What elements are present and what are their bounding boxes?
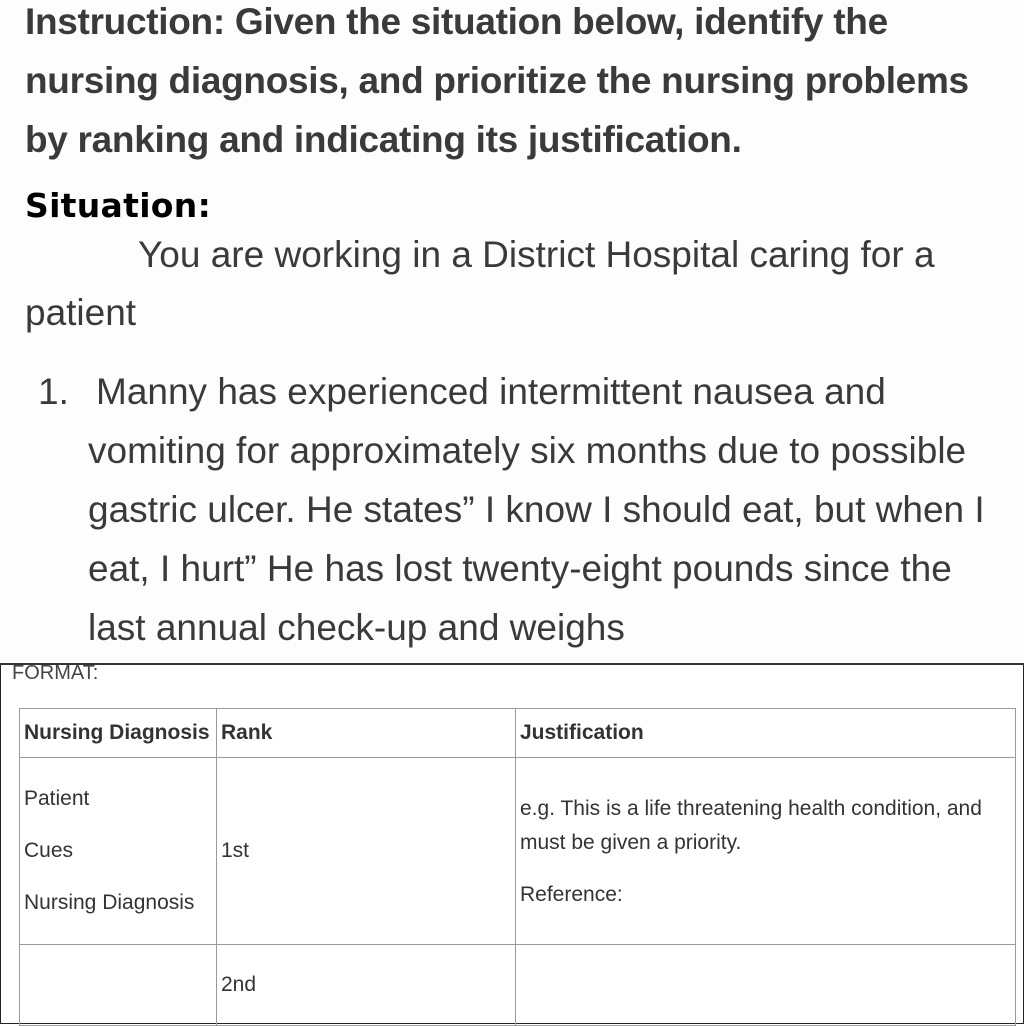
justification-cell-empty bbox=[516, 945, 1016, 1026]
rank-cell bbox=[217, 945, 516, 1026]
situation-text: You are working in a District Hospital caring for a patient bbox=[25, 234, 935, 333]
header-rank: Rank bbox=[217, 709, 516, 758]
table-row bbox=[20, 945, 1016, 1026]
situation-label: Situation: bbox=[25, 186, 212, 225]
section-divider bbox=[0, 663, 1024, 665]
list-item-text: Manny has experienced intermittent nausea and vomiting for approximately six months due to possible gastric ulcer. He states” I know I should eat, but when I eat, I hurt” He has lost twenty-eight pounds since the last annual check-up and weighs bbox=[88, 371, 985, 648]
reference-label: Reference: bbox=[520, 883, 623, 906]
header-nursing-diagnosis: Nursing Diagnosis bbox=[20, 709, 217, 758]
format-table bbox=[19, 708, 1016, 1026]
table-header-row bbox=[20, 709, 1016, 758]
diagnosis-cell bbox=[20, 758, 217, 945]
format-label: FORMAT: bbox=[12, 662, 99, 684]
header-justification: Justification bbox=[516, 709, 1016, 758]
diagnosis-line-nursing-diagnosis: Nursing Diagnosis bbox=[24, 891, 195, 914]
rank-cell bbox=[217, 758, 516, 945]
diagnosis-cell-empty bbox=[20, 945, 217, 1026]
instruction-text: Instruction: Given the situation below, identify the nursing diagnosis, and prioritize the nursing problems by ranking and indicating its justification. bbox=[25, 1, 969, 160]
justification-cell bbox=[516, 758, 1016, 945]
table-row bbox=[20, 758, 1016, 945]
diagnosis-line-patient: Patient bbox=[24, 787, 90, 810]
diagnosis-line-cues: Cues bbox=[24, 839, 74, 862]
justification-text: e.g. This is a life threatening health condition, and must be given a priority. bbox=[520, 797, 982, 854]
rank-value: 1st bbox=[221, 839, 250, 862]
rank-value: 2nd bbox=[221, 973, 257, 996]
list-item-number: 1. bbox=[38, 371, 69, 412]
